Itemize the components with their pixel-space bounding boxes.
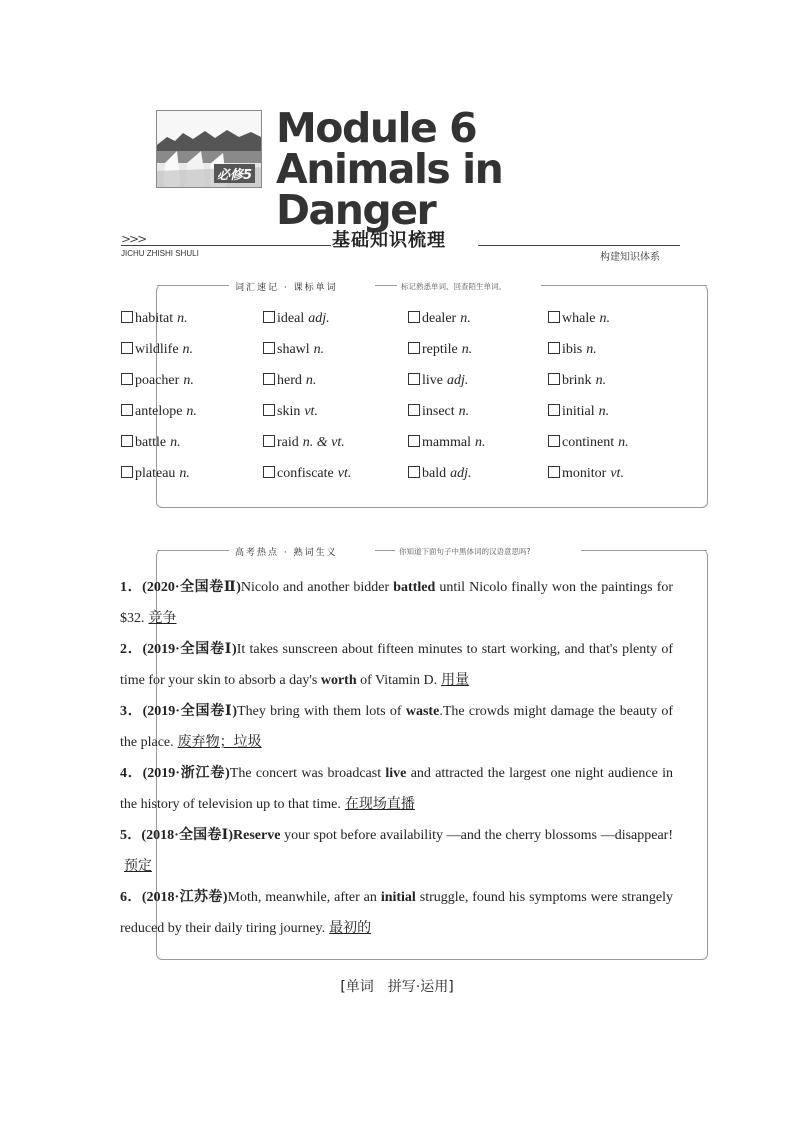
vocab-word: continent bbox=[562, 435, 615, 450]
sentence-text: until Nicolo finally won the paintings for $32. bbox=[120, 580, 674, 626]
vocab-pos: n. bbox=[170, 435, 181, 450]
hotspot-sentence bbox=[120, 634, 673, 696]
vocab-word: whale bbox=[562, 311, 596, 326]
vocab-word: antelope bbox=[135, 404, 183, 419]
sentence-answer: 最初的 bbox=[329, 921, 372, 936]
hotspot-sentence bbox=[120, 882, 673, 944]
vocab-word: ideal bbox=[277, 311, 305, 326]
vocab-grid bbox=[121, 311, 681, 497]
hotspot-box-header bbox=[157, 546, 707, 556]
vocab-pos: n. bbox=[460, 311, 471, 326]
sentence-text: It takes sunscreen about fifteen minutes to start working, and that's plenty of time for your skin to absorb a day's bbox=[120, 642, 673, 688]
vocab-word: ibis bbox=[562, 342, 583, 357]
checkbox-icon[interactable] bbox=[408, 373, 420, 385]
section-divider-right bbox=[478, 245, 680, 246]
vocab-pos: n. bbox=[179, 466, 190, 481]
vocab-pos: n. bbox=[182, 342, 194, 357]
vocab-word: habitat bbox=[135, 311, 174, 326]
vocab-word: plateau bbox=[135, 466, 176, 481]
sentence-keyword: live bbox=[385, 766, 407, 781]
vocab-word: live bbox=[422, 373, 443, 388]
checkbox-icon[interactable] bbox=[263, 342, 275, 354]
sentence-text: of Vitamin D. bbox=[356, 673, 438, 688]
sentence-number: 6． bbox=[120, 890, 142, 905]
checkbox-icon[interactable] bbox=[263, 373, 275, 385]
sentence-source: (2019·浙江卷) bbox=[142, 766, 230, 781]
vocab-pos: n. bbox=[595, 373, 607, 388]
sentence-source: (2018·江苏卷) bbox=[141, 890, 228, 905]
vocab-pos: n. & vt. bbox=[302, 435, 345, 450]
vocab-row bbox=[121, 404, 681, 435]
bottom-section-label: [单词 拼写·运用] bbox=[340, 979, 454, 995]
vocab-word: initial bbox=[562, 404, 595, 419]
badge-label: 必修5 bbox=[214, 164, 255, 183]
vocab-item bbox=[121, 342, 193, 358]
sentence-keyword: initial bbox=[380, 890, 416, 905]
checkbox-icon[interactable] bbox=[548, 435, 560, 447]
sentence-text: Moth, meanwhile, after an bbox=[227, 890, 381, 905]
hotspot-sentences bbox=[120, 572, 673, 944]
vocab-pos: n. bbox=[186, 404, 197, 419]
vocab-item bbox=[548, 311, 610, 327]
vocab-pos: vt. bbox=[304, 404, 318, 419]
vocab-row bbox=[121, 342, 681, 373]
vocab-item bbox=[548, 342, 597, 358]
sentence-answer: 竞争 bbox=[148, 611, 177, 626]
vocab-pos: n. bbox=[177, 311, 188, 326]
sentence-source: (2019·全国卷Ⅰ) bbox=[142, 642, 237, 657]
vocab-word: insect bbox=[422, 404, 455, 419]
vocab-box-note: 标记熟悉单词、回查陌生单词。 bbox=[401, 282, 506, 291]
arrows-icon: >>> bbox=[121, 232, 146, 246]
sentence-source: (2018·全国卷Ⅰ) bbox=[141, 828, 233, 843]
checkbox-icon[interactable] bbox=[121, 311, 133, 323]
checkbox-icon[interactable] bbox=[263, 311, 275, 323]
vocab-word: poacher bbox=[135, 373, 180, 388]
sentence-keyword: worth bbox=[320, 673, 357, 688]
vocab-item bbox=[408, 435, 486, 451]
vocab-item bbox=[408, 404, 469, 420]
vocab-item bbox=[121, 466, 190, 482]
vocab-item bbox=[263, 342, 324, 358]
vocab-pos: n. bbox=[586, 342, 597, 357]
vocab-item bbox=[548, 404, 609, 420]
vocab-word: shawl bbox=[277, 342, 310, 357]
vocab-word: battle bbox=[135, 435, 167, 450]
sentence-answer: 废弃物；垃圾 bbox=[177, 735, 262, 750]
vocab-word: brink bbox=[562, 373, 592, 388]
checkbox-icon[interactable] bbox=[263, 404, 275, 416]
sentence-text: The concert was broadcast bbox=[229, 766, 386, 781]
vocab-row bbox=[121, 466, 681, 497]
vocab-word: skin bbox=[277, 404, 301, 419]
vocab-item bbox=[121, 373, 194, 389]
vocab-row bbox=[121, 311, 681, 342]
vocab-item bbox=[408, 373, 468, 389]
checkbox-icon[interactable] bbox=[263, 435, 275, 447]
vocab-item bbox=[408, 342, 472, 358]
vocab-pos: vt. bbox=[610, 466, 624, 481]
sentence-answer: 预定 bbox=[124, 859, 152, 874]
vocab-pos: vt. bbox=[337, 466, 352, 481]
vocab-item bbox=[121, 404, 197, 420]
vocab-pos: adj. bbox=[447, 373, 469, 388]
vocab-item bbox=[263, 373, 316, 389]
checkbox-icon[interactable] bbox=[121, 342, 133, 354]
vocab-item bbox=[408, 311, 471, 327]
checkbox-icon[interactable] bbox=[548, 311, 560, 323]
vocab-item bbox=[121, 435, 181, 451]
checkbox-icon[interactable] bbox=[121, 466, 133, 478]
vocab-row bbox=[121, 435, 681, 466]
sentence-text: and attracted the largest one night audience in the history of television up to that time. bbox=[120, 766, 673, 812]
sentence-source: (2019·全国卷Ⅰ) bbox=[142, 704, 238, 719]
checkbox-icon[interactable] bbox=[408, 311, 420, 323]
vocab-item bbox=[408, 466, 472, 482]
vocab-word: bald bbox=[422, 466, 447, 481]
hotspot-box-heading: 高考热点 · 熟词生义 bbox=[235, 548, 338, 558]
vocab-pos: n. bbox=[305, 373, 317, 388]
vocab-pos: n. bbox=[475, 435, 486, 450]
vocab-item bbox=[263, 466, 351, 482]
vocab-box-heading: 词汇速记 · 课标单词 bbox=[235, 283, 338, 293]
checkbox-icon[interactable] bbox=[121, 373, 133, 385]
sentence-text: Nicolo and another bidder bbox=[240, 580, 394, 595]
sentence-keyword: battled bbox=[393, 580, 436, 595]
hotspot-sentence bbox=[120, 758, 673, 820]
vocab-item bbox=[263, 435, 345, 451]
vocab-pos: n. bbox=[313, 342, 325, 357]
vocab-item bbox=[263, 404, 318, 420]
sentence-text: struggle, found his symptoms were strangely reduced by their daily tiring journey. bbox=[120, 890, 674, 936]
vocab-pos: n. bbox=[461, 342, 473, 357]
hotspot-sentence bbox=[120, 820, 673, 882]
checkbox-icon[interactable] bbox=[121, 435, 133, 447]
vocab-word: herd bbox=[277, 373, 302, 388]
checkbox-icon[interactable] bbox=[408, 404, 420, 416]
checkbox-icon[interactable] bbox=[408, 342, 420, 354]
checkbox-icon[interactable] bbox=[408, 466, 420, 478]
vocab-item bbox=[548, 373, 606, 389]
checkbox-icon[interactable] bbox=[548, 404, 560, 416]
section-title: 基础知识梳理 bbox=[332, 230, 446, 251]
sentence-number: 5． bbox=[120, 828, 142, 843]
sentence-number: 3． bbox=[120, 704, 143, 719]
section-pinyin: JICHU ZHISHI SHULI bbox=[121, 249, 199, 258]
vocab-pos: n. bbox=[183, 373, 194, 388]
checkbox-icon[interactable] bbox=[548, 466, 560, 478]
sentence-text: your spot before availability —and the cherry blossoms —disappear! bbox=[280, 828, 674, 843]
vocab-word: raid bbox=[277, 435, 299, 450]
vocab-item bbox=[548, 466, 624, 482]
sentence-number: 4． bbox=[120, 766, 143, 781]
checkbox-icon[interactable] bbox=[263, 466, 275, 478]
sentence-text: They bring with them lots of bbox=[237, 704, 406, 719]
vocab-item bbox=[121, 311, 188, 327]
hotspot-sentence bbox=[120, 696, 673, 758]
vocab-row bbox=[121, 373, 681, 404]
checkbox-icon[interactable] bbox=[548, 373, 560, 385]
sentence-number: 2． bbox=[120, 642, 143, 657]
vocab-word: dealer bbox=[422, 311, 457, 326]
vocab-word: mammal bbox=[422, 435, 471, 450]
section-divider-left bbox=[121, 245, 331, 246]
vocab-word: confiscate bbox=[277, 466, 334, 481]
hotspot-box-note: 你知道下面句子中黑体词的汉语意思吗? bbox=[399, 547, 531, 556]
checkbox-icon[interactable] bbox=[408, 435, 420, 447]
vocab-pos: adj. bbox=[450, 466, 472, 481]
vocab-pos: n. bbox=[599, 311, 610, 326]
vocab-pos: n. bbox=[458, 404, 470, 419]
sentence-source: (2020·全国卷Ⅱ) bbox=[142, 580, 241, 595]
vocab-item bbox=[548, 435, 629, 451]
checkbox-icon[interactable] bbox=[121, 404, 133, 416]
vocab-word: monitor bbox=[562, 466, 607, 481]
vocab-box-header bbox=[157, 281, 707, 291]
vocab-item bbox=[263, 311, 330, 327]
sentence-number: 1． bbox=[120, 580, 143, 595]
sentence-keyword: waste bbox=[405, 704, 440, 719]
sentence-text: .The crowds might damage the beauty of the place. bbox=[120, 704, 674, 750]
sentence-answer: 用量 bbox=[441, 673, 470, 688]
sentence-answer: 在现场直播 bbox=[344, 797, 415, 812]
vocab-pos: n. bbox=[618, 435, 629, 450]
vocab-word: reptile bbox=[422, 342, 458, 357]
hotspot-sentence bbox=[120, 572, 673, 634]
vocab-pos: adj. bbox=[308, 311, 330, 326]
vocab-pos: n. bbox=[598, 404, 610, 419]
checkbox-icon[interactable] bbox=[548, 342, 560, 354]
vocab-word: wildlife bbox=[135, 342, 179, 357]
sentence-keyword: Reserve bbox=[233, 828, 281, 843]
section-subtitle: 构建知识体系 bbox=[600, 252, 660, 263]
module-title: Module 6 Animals in Danger bbox=[276, 104, 503, 234]
module-badge bbox=[156, 110, 262, 188]
